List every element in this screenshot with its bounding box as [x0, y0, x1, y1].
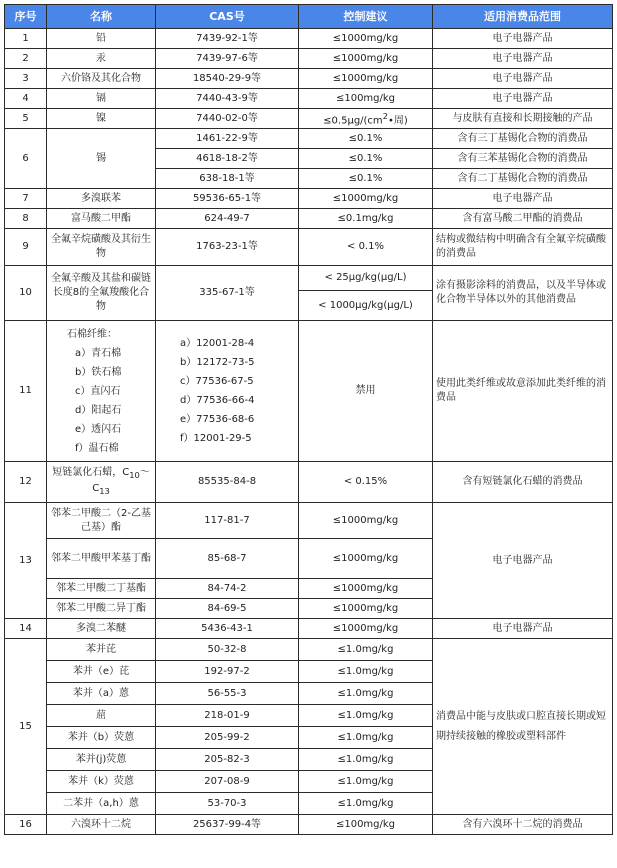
table-row: [5, 49, 613, 69]
header-control-limit: 控制建议: [299, 5, 433, 29]
list-item: e）77536-68-6: [180, 414, 255, 426]
row-number: 8: [5, 209, 47, 229]
applicable-scope: 使用此类纤维或故意添加此类纤维的消费品: [433, 321, 613, 462]
control-limit-suffix: •周): [388, 115, 408, 127]
row-number: 12: [5, 462, 47, 503]
substance-name: 汞: [47, 49, 156, 69]
cas-number: 207-08-9: [156, 771, 299, 793]
control-limit: ≤1.0mg/kg: [299, 771, 433, 793]
name-subscript-1: 10: [129, 470, 140, 481]
control-limit: ≤1.0mg/kg: [299, 793, 433, 815]
control-limit: ≤1000mg/kg: [299, 503, 433, 539]
substance-name: [47, 462, 156, 503]
name-prefix: 短链氯化石蜡，C: [52, 467, 130, 479]
cas-number: 4618-18-2等: [156, 149, 299, 169]
row-number: 16: [5, 815, 47, 835]
applicable-scope: 含有短链氯化石蜡的消费品: [433, 462, 613, 503]
list-item: d）阳起石: [75, 404, 122, 416]
cas-number: 84-69-5: [156, 599, 299, 619]
cas-number: 84-74-2: [156, 579, 299, 599]
cas-number: 25637-99-4等: [156, 815, 299, 835]
applicable-scope: 含有六溴环十二烷的消费品: [433, 815, 613, 835]
cas-number: 638-18-1等: [156, 169, 299, 189]
control-limit: ≤0.1%: [299, 149, 433, 169]
control-limit: ≤1000mg/kg: [299, 579, 433, 599]
control-limit: < 0.15%: [299, 462, 433, 503]
restricted-substances-table: [4, 4, 613, 835]
cas-number: 1763-23-1等: [156, 229, 299, 266]
cas-number: 53-70-3: [156, 793, 299, 815]
list-item: b）12172-73-5: [180, 357, 255, 369]
table-header-row: [5, 5, 613, 29]
applicable-scope: 与皮肤有直接和长期接触的产品: [433, 109, 613, 129]
table-row: [5, 462, 613, 503]
applicable-scope: 消费品中能与皮肤或口腔直接长期或短期持续接触的橡胶或塑料部件: [433, 639, 613, 815]
substance-name: 邻苯二甲酸二（2-乙基己基）酯: [47, 503, 156, 539]
applicable-scope: 电子电器产品: [433, 503, 613, 619]
substance-name: 全氟辛烷磺酸及其衍生物: [47, 229, 156, 266]
substance-name: 邻苯二甲酸二异丁酯: [47, 599, 156, 619]
row-number: 14: [5, 619, 47, 639]
substance-name: 镉: [47, 89, 156, 109]
row-number: 1: [5, 29, 47, 49]
header-name: 名称: [47, 5, 156, 29]
table-row: [5, 321, 613, 462]
table-row: [5, 639, 613, 661]
row-number: 5: [5, 109, 47, 129]
table-row: [5, 69, 613, 89]
substance-name: 六溴环十二烷: [47, 815, 156, 835]
list-item: c）77536-67-5: [180, 376, 254, 388]
control-limit: ≤1.0mg/kg: [299, 727, 433, 749]
list-item: a）青石棉: [75, 347, 122, 359]
substance-name: 二苯并（a,h）蒽: [47, 793, 156, 815]
list-item: e）透闪石: [75, 423, 122, 435]
substance-name: 䓛: [47, 705, 156, 727]
cas-number: 335-67-1等: [156, 266, 299, 321]
control-limit: ≤1.0mg/kg: [299, 639, 433, 661]
cas-number: 117-81-7: [156, 503, 299, 539]
table-row: [5, 229, 613, 266]
applicable-scope: 含有二丁基锡化合物的消费品: [433, 169, 613, 189]
table-row: [5, 189, 613, 209]
row-number: 13: [5, 503, 47, 619]
table-row: [5, 266, 613, 291]
row-number: 4: [5, 89, 47, 109]
row-number: 7: [5, 189, 47, 209]
table-row: [5, 109, 613, 129]
cas-number: 192-97-2: [156, 661, 299, 683]
table-row: [5, 209, 613, 229]
control-limit: ≤1000mg/kg: [299, 49, 433, 69]
substance-name: 苯并（b）荧蒽: [47, 727, 156, 749]
control-limit: ≤100mg/kg: [299, 815, 433, 835]
header-cas: CAS号: [156, 5, 299, 29]
asbestos-name-list: [47, 321, 156, 462]
substance-name: 苯并（k）荧蒽: [47, 771, 156, 793]
list-item: f）12001-29-5: [180, 433, 252, 445]
table-row: [5, 503, 613, 539]
substance-name: 多溴联苯: [47, 189, 156, 209]
control-limit: ≤0.1%: [299, 129, 433, 149]
header-applicable-scope: 适用消费品范围: [433, 5, 613, 29]
control-limit: ≤1000mg/kg: [299, 539, 433, 579]
table-row: [5, 129, 613, 149]
applicable-scope: 电子电器产品: [433, 619, 613, 639]
substance-name: 多溴二苯醚: [47, 619, 156, 639]
control-limit: ≤1000mg/kg: [299, 619, 433, 639]
control-limit-prefix: ≤0.5μg/(cm: [323, 115, 383, 127]
control-limit: ≤100mg/kg: [299, 89, 433, 109]
list-item: a）12001-28-4: [180, 338, 255, 350]
control-limit: < 0.1%: [299, 229, 433, 266]
substance-name: 苯并（e）芘: [47, 661, 156, 683]
control-limit: ≤1000mg/kg: [299, 29, 433, 49]
cas-number: 1461-22-9等: [156, 129, 299, 149]
cas-number: 218-01-9: [156, 705, 299, 727]
cas-number: 85-68-7: [156, 539, 299, 579]
cas-number: 205-99-2: [156, 727, 299, 749]
applicable-scope: 含有三丁基锡化合物的消费品: [433, 129, 613, 149]
substance-name: 铅: [47, 29, 156, 49]
substance-name: 苯并（a）蒽: [47, 683, 156, 705]
control-limit: ≤1.0mg/kg: [299, 749, 433, 771]
cas-number: 59536-65-1等: [156, 189, 299, 209]
cas-number: 7440-43-9等: [156, 89, 299, 109]
substance-name: 镍: [47, 109, 156, 129]
applicable-scope: 电子电器产品: [433, 29, 613, 49]
substance-name: 苯并(j)荧蒽: [47, 749, 156, 771]
control-limit: ≤0.1%: [299, 169, 433, 189]
table-row: [5, 619, 613, 639]
row-number: 9: [5, 229, 47, 266]
control-limit: < 1000μg/kg(μg/L): [299, 291, 433, 321]
table-row: [5, 815, 613, 835]
table-row: [5, 89, 613, 109]
applicable-scope: 电子电器产品: [433, 89, 613, 109]
row-number: 15: [5, 639, 47, 815]
applicable-scope: 电子电器产品: [433, 69, 613, 89]
applicable-scope: 电子电器产品: [433, 189, 613, 209]
asbestos-cas-list: [156, 321, 299, 462]
asbestos-title: 石棉纤维：: [67, 328, 117, 340]
substance-name: 全氟辛酸及其盐和碳链长度8的全氟羧酸化合物: [47, 266, 156, 321]
control-limit: ≤0.1mg/kg: [299, 209, 433, 229]
table-row: [5, 29, 613, 49]
substance-name: 邻苯二甲酸二丁基酯: [47, 579, 156, 599]
list-item: d）77536-66-4: [180, 395, 255, 407]
list-item: c）直闪石: [75, 385, 121, 397]
control-limit: < 25μg/kg(μg/L): [299, 266, 433, 291]
cas-number: 85535-84-8: [156, 462, 299, 503]
list-item: b）铁石棉: [75, 366, 122, 378]
header-number: 序号: [5, 5, 47, 29]
applicable-scope: 电子电器产品: [433, 49, 613, 69]
cas-number: 624-49-7: [156, 209, 299, 229]
control-limit: ≤1000mg/kg: [299, 189, 433, 209]
list-item: f）温石棉: [75, 442, 119, 454]
control-limit: [299, 109, 433, 129]
cas-number: 205-82-3: [156, 749, 299, 771]
row-number: 10: [5, 266, 47, 321]
control-limit: ≤1.0mg/kg: [299, 661, 433, 683]
substance-name: 富马酸二甲酯: [47, 209, 156, 229]
name-middle: ～C: [92, 467, 150, 495]
cas-number: 7439-92-1等: [156, 29, 299, 49]
cas-number: 50-32-8: [156, 639, 299, 661]
cas-number: 7439-97-6等: [156, 49, 299, 69]
applicable-scope: 含有三苯基锡化合物的消费品: [433, 149, 613, 169]
cas-number: 7440-02-0等: [156, 109, 299, 129]
row-number: 2: [5, 49, 47, 69]
applicable-scope: 结构或微结构中明确含有全氟辛烷磺酸的消费品: [433, 229, 613, 266]
substance-name: 六价铬及其化合物: [47, 69, 156, 89]
control-limit-superscript: 2: [382, 111, 388, 121]
applicable-scope: 含有富马酸二甲酯的消费品: [433, 209, 613, 229]
row-number: 6: [5, 129, 47, 189]
name-subscript-2: 13: [99, 486, 110, 497]
row-number: 11: [5, 321, 47, 462]
substance-name: 苯并芘: [47, 639, 156, 661]
cas-number: 56-55-3: [156, 683, 299, 705]
applicable-scope: 涂有摄影涂料的消费品，以及半导体或化合物半导体以外的其他消费品: [433, 266, 613, 321]
control-limit: 禁用: [299, 321, 433, 462]
control-limit: ≤1.0mg/kg: [299, 705, 433, 727]
cas-number: 5436-43-1: [156, 619, 299, 639]
control-limit: ≤1000mg/kg: [299, 69, 433, 89]
substance-name: 邻苯二甲酸甲苯基丁酯: [47, 539, 156, 579]
substance-name: 锡: [47, 129, 156, 189]
row-number: 3: [5, 69, 47, 89]
control-limit: ≤1.0mg/kg: [299, 683, 433, 705]
control-limit: ≤1000mg/kg: [299, 599, 433, 619]
cas-number: 18540-29-9等: [156, 69, 299, 89]
